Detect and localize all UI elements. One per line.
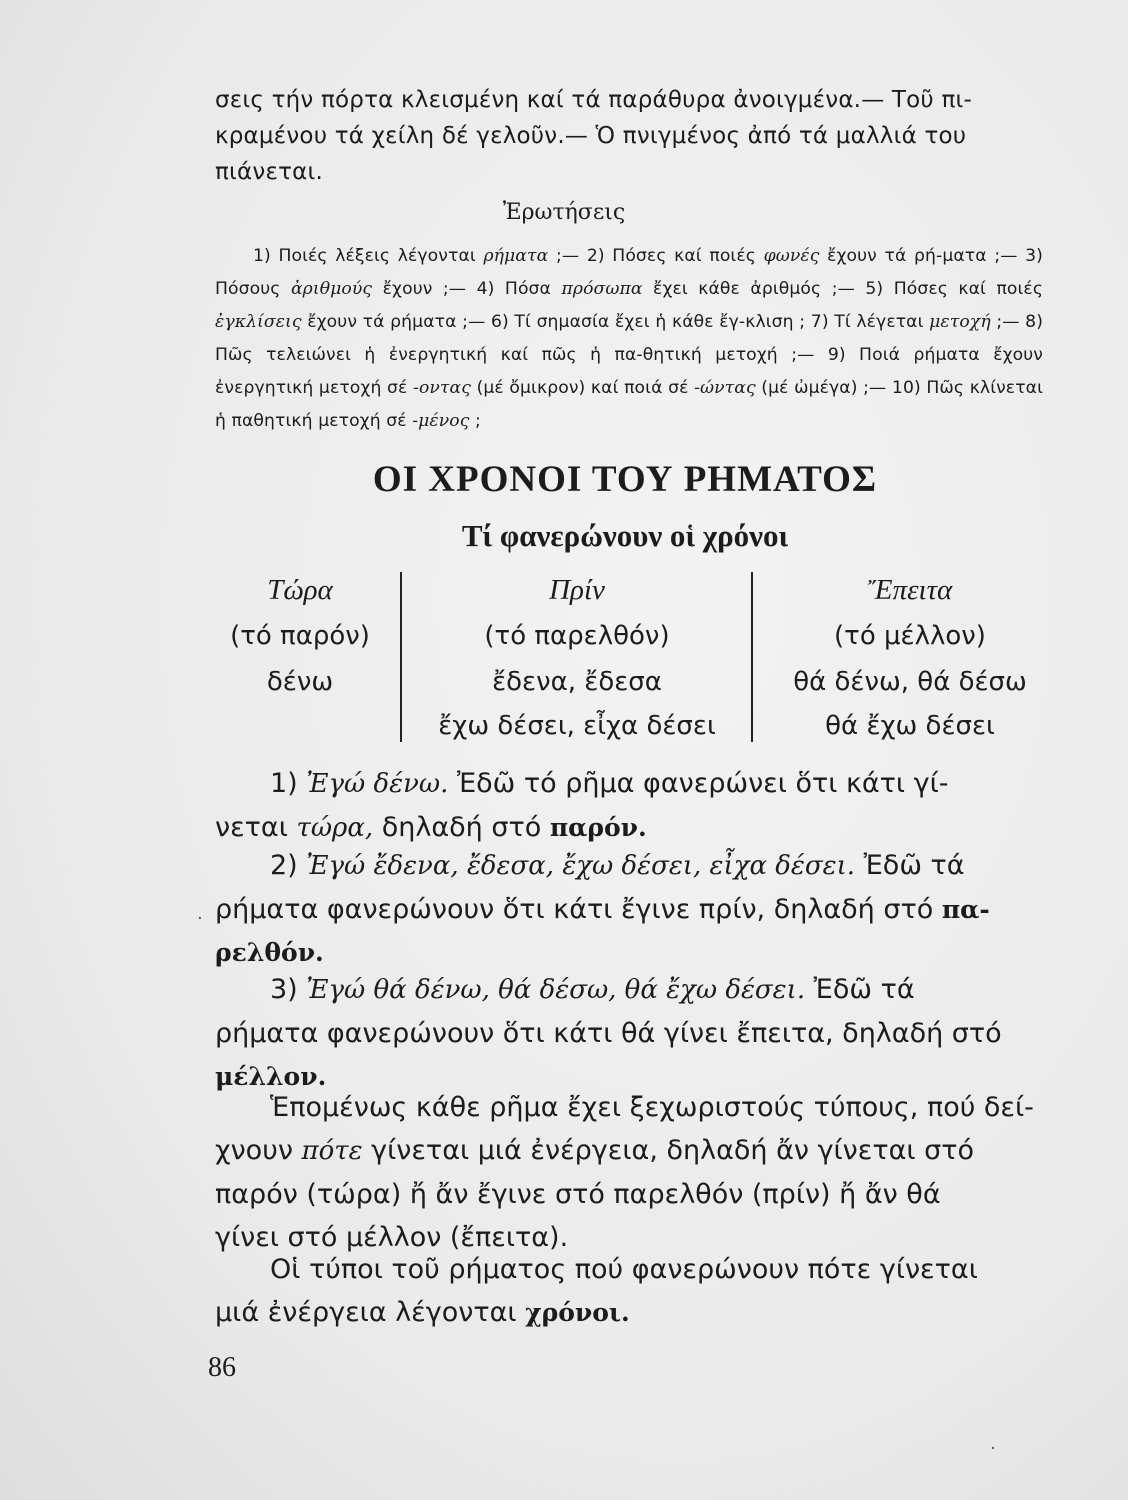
question-7: 7) Τί λέγεται μετοχή ;— [810, 312, 1026, 332]
question-10: 10) Πῶς κλίνεται ἡ παθητική μετοχή σέ -μένος ; [215, 378, 1043, 431]
paragraph-present: 1) Ἐγώ δένω. Ἐδῶ τό ρῆμα φανερώνει ὅτι κάτι γί- νεται τώρα, δηλαδή στό παρόν. [215, 768, 949, 843]
question-4: 4) Πόσα πρόσωπα ἔχει κάθε ἀριθμός ;— [476, 279, 866, 299]
past-heading: Πρίν [549, 574, 605, 606]
paragraph-summary: Ἑπομένως κάθε ρῆμα ἔχει ξεχωριστούς τύπους, πού δεί- χνουν πότε γίνεται μιά ἐνέργεια, δηλαδή ἄν γίνεται στό παρόν (τώρα) ἤ ἄν ἔγινε στό παρελθόν (πρίν) ἤ ἄν θά γίνει στό μέλλον (ἔπειτα). [215, 1092, 1034, 1253]
question-9: 9) Ποιά ρήματα ἔχουν ἐνεργητική μετοχή σέ -οντας (μέ ὄμικρον) καί ποιά σέ -ώντας (μέ ὠμέγα) ;— [215, 345, 1043, 398]
scan-speck: · [990, 1438, 996, 1459]
future-form: θά ἔχω δέσει [825, 711, 995, 741]
section-subheading: Τί φανερώνουν οἱ χρόνοι [461, 518, 789, 553]
question-2: 2) Πόσες καί ποιές φωνές ἔχουν τά ρή-ματα ;— [586, 246, 1026, 266]
past-form: ἔδενα, ἔδεσα [492, 667, 662, 697]
past-form: ἔχω δέσει, εἶχα δέσει [438, 711, 716, 741]
question-1: 1) Ποιές λέξεις λέγονται ρήματα ;— [253, 246, 587, 266]
present-form: δένω [266, 667, 334, 697]
past-label: (τό παρελθόν) [484, 621, 670, 651]
future-label: (τό μέλλον) [834, 621, 986, 651]
intro-text [215, 82, 1043, 190]
paragraph-future: 3) Ἐγώ θά δένω, θά δέσω, θά ἔχω δέσει. Ἐδῶ τά ρήματα φανερώνουν ὅτι κάτι θά γίνει ἔπειτα, δηλαδή στό μέλλον. [215, 974, 1002, 1091]
question-5: 5) Πόσες καί ποιές ἐγκλίσεις ἔχουν τά ρήματα ;— [215, 279, 1044, 332]
intro-line: σεις τήν πόρτα κλεισμένη καί τά παράθυρα ἀνοιγμένα.— Τοῦ πι- [215, 87, 972, 113]
paragraph-past: 2) Ἐγώ ἔδενα, ἔδεσα, ἔχω δέσει, εἶχα δέσει. Ἐδῶ τά ρήματα φανερώνουν ὅτι κάτι ἔγινε πρίν, δηλαδή στό πα- ρελθόν. [215, 850, 990, 967]
present-label: (τό παρόν) [230, 621, 370, 651]
page-number: 86 [208, 1352, 236, 1383]
questions-block [215, 240, 1043, 438]
intro-line: κραμένου τά χείλη δέ γελοῦν.— Ὁ πνιγμένος ἀπό τά μαλλιά του [215, 123, 967, 149]
present-heading: Τώρα [267, 574, 333, 606]
question-3: 3) Πόσους ἀριθμούς ἔχουν ;— [215, 246, 1043, 299]
question-8: 8) Πῶς τελειώνει ἡ ἐνεργητική καί πῶς ἡ πα-θητική μετοχή ;— [215, 312, 1043, 365]
future-heading: Ἔπειτα [867, 574, 953, 606]
chapter-title: ΟΙ ΧΡΟΝΟΙ ΤΟΥ ΡΗΜΑΤΟΣ [372, 459, 878, 500]
question-6: 6) Τί σημασία ἔχει ἡ κάθε ἔγ-κλιση ; [490, 312, 811, 332]
future-form: θά δένω, θά δέσω [793, 667, 1027, 697]
paragraph-definition: Οἱ τύποι τοῦ ρήματος πού φανερώνουν πότε γίνεται μιά ἐνέργεια λέγονται χρόνοι. [215, 1254, 978, 1328]
scan-speck: · [197, 908, 203, 929]
questions-title: Ἐρωτήσεις [502, 200, 626, 225]
intro-line: πιάνεται. [215, 159, 323, 185]
